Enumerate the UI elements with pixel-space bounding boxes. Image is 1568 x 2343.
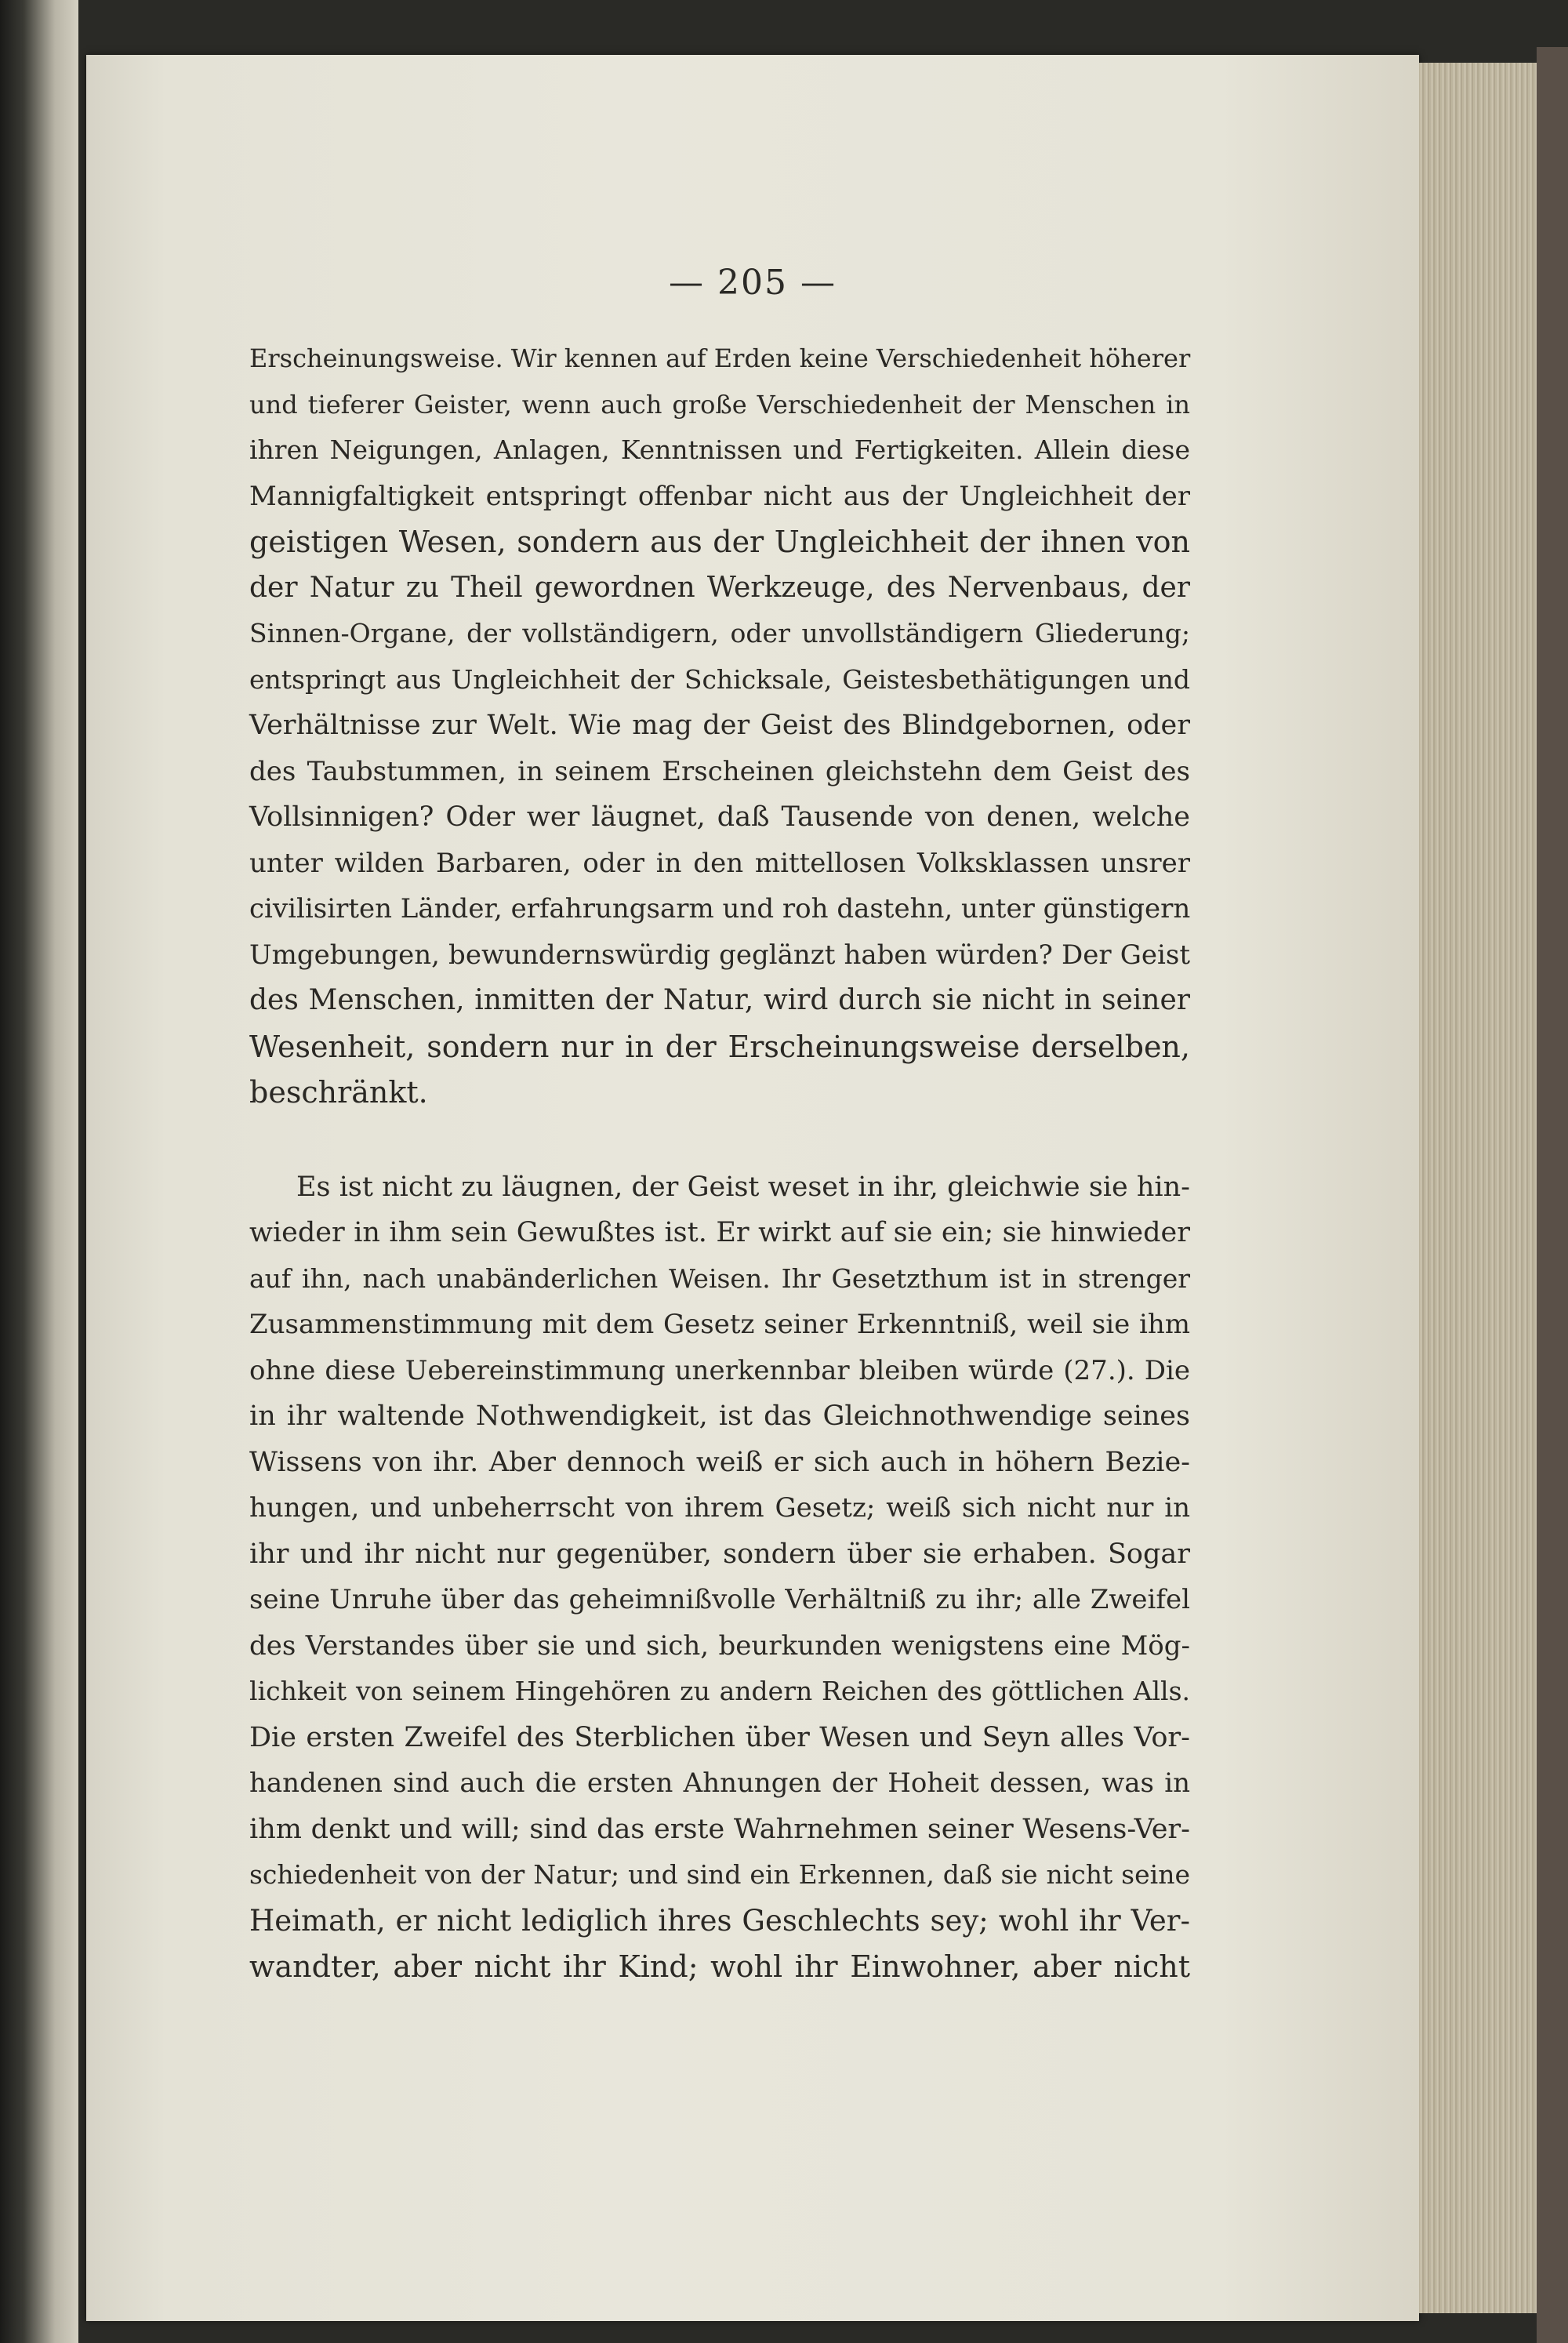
text-line: Verhältnisse zur Welt. Wie mag der Geist des Blindgebornen, oder xyxy=(249,710,1190,741)
text-line: handenen sind auch die ersten Ahnungen der Hoheit dessen, was in xyxy=(249,1767,1190,1799)
text-line: und tieferer Geister, wenn auch große Verschiedenheit der Menschen in xyxy=(249,389,1190,420)
text-line: beschränkt. xyxy=(249,1075,428,1110)
text-line: auf ihn, nach unabänderlichen Weisen. Ihr Gesetzthum ist in strenger xyxy=(249,1262,1190,1294)
text-line: seine Unruhe über das geheimnißvolle Verhältniß zu ihr; alle Zweifel xyxy=(249,1584,1190,1615)
text-line: ihm denkt und will; sind das erste Wahrnehmen seiner Wesens-Ver- xyxy=(249,1813,1190,1845)
body-text xyxy=(249,336,1190,1990)
text-line: Die ersten Zweifel des Sterblichen über Wesen und Seyn alles Vor- xyxy=(249,1721,1190,1753)
text-line: des Menschen, inmitten der Natur, wird durch sie nicht in seiner xyxy=(249,984,1190,1016)
paragraph-2 xyxy=(249,1164,1190,1990)
text-line: der Natur zu Theil gewordnen Werkzeuge, des Nervenbaus, der xyxy=(249,571,1190,604)
text-line: Umgebungen, bewundernswürdig geglänzt haben würden? Der Geist xyxy=(249,939,1190,971)
paragraph-gap xyxy=(249,1116,1190,1164)
text-line: des Verstandes über sie und sich, beurkunden wenigstens eine Mög- xyxy=(249,1629,1190,1662)
text-line: civilisirten Länder, erfahrungsarm und roh dastehn, unter günstigern xyxy=(249,893,1191,924)
text-line: entspringt aus Ungleichheit der Schicksale, Geistesbethätigungen und xyxy=(249,663,1190,695)
text-line: ihren Neigungen, Anlagen, Kenntnissen und Fertigkeiten. Allein diese xyxy=(249,434,1190,465)
text-line: ihr und ihr nicht nur gegenüber, sondern über sie erhaben. Sogar xyxy=(249,1538,1190,1570)
text-line: lichkeit von seinem Hingehören zu andern Reichen des göttlichen Alls. xyxy=(249,1676,1190,1706)
text-line: Zusammenstimmung mit dem Gesetz seiner Erkenntniß, weil sie ihm xyxy=(249,1309,1190,1340)
text-line: hungen, und unbeherrscht von ihrem Gesetz; weiß sich nicht nur in xyxy=(249,1492,1190,1524)
paragraph-1 xyxy=(249,336,1190,1116)
text-line: Sinnen-Organe, der vollständigern, oder unvollständigern Gliederung; xyxy=(249,618,1190,648)
text-line: geistigen Wesen, sondern aus der Ungleichheit der ihnen von xyxy=(249,525,1190,559)
text-line: schiedenheit von der Natur; und sind ein Erkennen, daß sie nicht seine xyxy=(249,1859,1190,1890)
text-line: des Taubstummen, in seinem Erscheinen gleichstehn dem Geist des xyxy=(249,755,1190,787)
book-cover-edge xyxy=(1537,47,1568,2343)
text-line: in ihr waltende Nothwendigkeit, ist das Gleichnothwendige seines xyxy=(249,1400,1190,1432)
page-edges xyxy=(1419,63,1537,2313)
text-line: wandter, aber nicht ihr Kind; wohl ihr Einwohner, aber nicht xyxy=(249,1949,1190,1984)
text-line: Erscheinungsweise. Wir kennen auf Erden keine Verschiedenheit höherer xyxy=(249,343,1191,373)
page-number: — 205 — xyxy=(669,263,837,303)
book-binding-left xyxy=(0,0,78,2343)
text-line: ohne diese Uebereinstimmung unerkennbar bleiben würde (27.). Die xyxy=(249,1354,1190,1386)
text-line: Wesenheit, sondern nur in der Erscheinungsweise derselben, xyxy=(249,1029,1190,1064)
text-line: Wissens von ihr. Aber dennoch weiß er sich auch in höhern Bezie- xyxy=(249,1446,1190,1478)
text-line: Heimath, er nicht lediglich ihres Geschlechts sey; wohl ihr Ver- xyxy=(249,1903,1190,1938)
text-line: Es ist nicht zu läugnen, der Geist weset in ihr, gleichwie sie hin- xyxy=(296,1171,1190,1203)
text-line: unter wilden Barbaren, oder in den mittellosen Volksklassen unsrer xyxy=(249,847,1190,879)
text-line: Vollsinnigen? Oder wer läugnet, daß Tausende von denen, welche xyxy=(249,801,1190,833)
text-line: Mannigfaltigkeit entspringt offenbar nicht aus der Ungleichheit der xyxy=(249,480,1190,512)
text-line: wieder in ihm sein Gewußtes ist. Er wirkt auf sie ein; sie hinwieder xyxy=(249,1217,1190,1248)
